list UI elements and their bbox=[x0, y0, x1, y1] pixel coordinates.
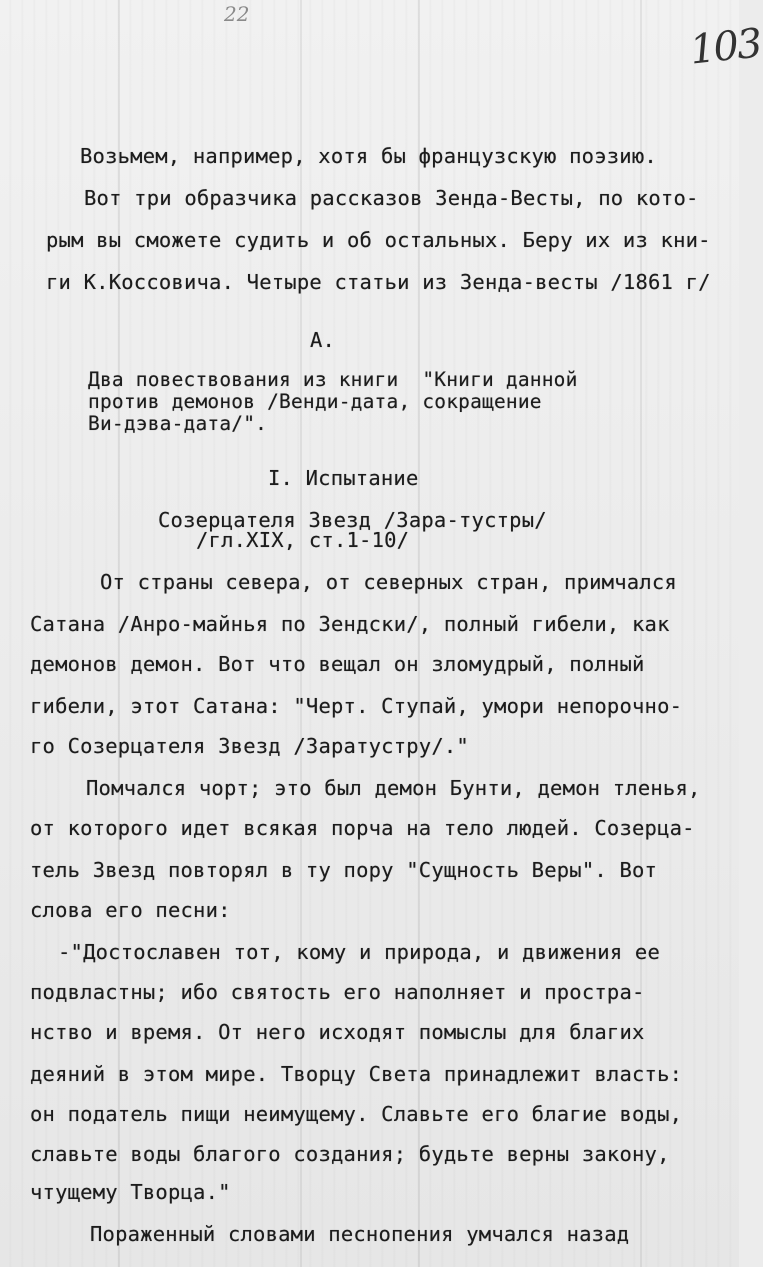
text-line-15: гибели, этот Сатана: "Черт. Ступай, умори непорочно- bbox=[30, 694, 683, 718]
text-line-12: От страны севера, от северных стран, примчался bbox=[100, 570, 677, 594]
text-line-25: он податель пищи неимущему. Славьте его благие воды, bbox=[30, 1102, 683, 1126]
text-line-19: тель Звезд повторял в ту пору "Сущность Веры". Вот bbox=[30, 858, 658, 882]
text-line-20: слова его песни: bbox=[30, 898, 231, 922]
text-line-27: чтущему Творца." bbox=[30, 1180, 231, 1204]
chapter-heading: I. Испытание bbox=[268, 466, 419, 490]
text-line-4: ги К.Коссовича. Четыре статьи из Зенда-весты /1861 г/ bbox=[46, 270, 711, 294]
text-line-16: го Созерцателя Звезд /Заратустру/." bbox=[30, 734, 469, 758]
text-line-8: Ви-дэва-дата/". bbox=[88, 412, 268, 435]
section-letter: А. bbox=[310, 328, 336, 352]
text-line-26: славьте воды благого создания; будьте верны закону, bbox=[30, 1142, 670, 1166]
text-line-13: Сатана /Анро-майнья по Зендски/, полный гибели, как bbox=[30, 612, 670, 636]
text-line-2: Вот три образчика рассказов Зенда-Весты, по кото- bbox=[84, 186, 699, 210]
text-line-21: -"Достославен тот, кому и природа, и движения ее bbox=[58, 940, 661, 964]
text-line-28: Пораженный словами песнопения умчался назад bbox=[90, 1222, 630, 1246]
text-line-3: рым вы сможете судить и об остальных. Беру их из кни- bbox=[46, 228, 711, 252]
text-line-22: подвластны; ибо святость его наполняет и простра- bbox=[30, 980, 645, 1004]
chapter-subheading: Созерцателя Звезд /Зара-тустры/ bbox=[158, 508, 547, 532]
text-line-18: от которого идет всякая порча на тело людей. Созерца- bbox=[30, 816, 695, 840]
text-line-6: Два повествования из книги "Книги данной bbox=[88, 368, 578, 391]
top-handwritten-number: 22 bbox=[224, 2, 250, 26]
text-line-17: Помчался чорт; это был демон Бунти, демон тленья, bbox=[86, 776, 701, 800]
chapter-reference: /гл.XIX, ст.1-10/ bbox=[196, 528, 410, 552]
text-line-14: демонов демон. Вот что вещал он зломудрый, полный bbox=[30, 652, 645, 676]
text-line-1: Возьмем, например, хотя бы французскую поэзию. bbox=[80, 144, 657, 168]
text-line-7: против демонов /Венди-дата, сокращение bbox=[88, 390, 542, 413]
text-line-23: нство и время. От него исходят помыслы для благих bbox=[30, 1020, 645, 1044]
text-line-24: деяний в этом мире. Творцу Света принадлежит власть: bbox=[30, 1062, 683, 1086]
page-number-handwritten: 103 bbox=[687, 20, 763, 74]
